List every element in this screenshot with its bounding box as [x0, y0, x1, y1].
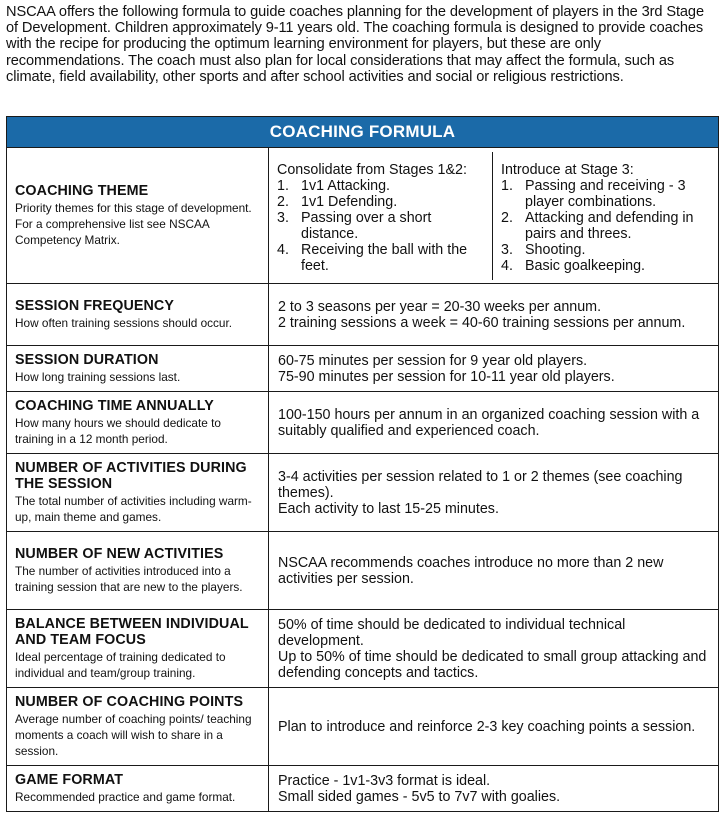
intro-paragraph: NSCAA offers the following formula to guide coaches planning for the development of players in the 3rd Stage of Development. Children approximately 9-11 years old. The coaching formula is designed to provide coaches with the recipe for producing the optimum learning environment for players, but these are only recommendations. The coach must also plan for local considerations that may affect the formula, such as climate, field availability, other sports and after school activities and social or religious restrictions.: [6, 4, 704, 85]
row-label: [7, 532, 269, 610]
table-row-number-of-activities: [7, 454, 719, 532]
list-item: [277, 194, 488, 210]
list-text: Attacking and defending in pairs and threes.: [525, 209, 694, 242]
list-text: Passing over a short distance.: [301, 209, 432, 242]
row-title: BALANCE BETWEEN INDIVIDUAL AND TEAM FOCUS: [15, 616, 249, 648]
row-content: [269, 532, 719, 610]
row-content: [269, 688, 719, 766]
content-line: Each activity to last 15-25 minutes.: [278, 500, 499, 517]
row-label: [7, 766, 269, 812]
content-line: 2 training sessions a week = 40-60 training sessions per annum.: [278, 314, 686, 331]
content-line: 50% of time should be dedicated to individual technical development.: [278, 616, 626, 649]
consolidate-list: [277, 178, 488, 274]
content-line: 60-75 minutes per session for 9 year old players.: [278, 352, 588, 369]
row-description: The total number of activities including warm-up, main theme and games.: [15, 494, 252, 524]
list-number: 3.: [277, 209, 289, 226]
row-description: How many hours we should dedicate to training in a 12 month period.: [15, 416, 221, 446]
row-title: COACHING THEME: [15, 183, 149, 199]
row-content: [269, 454, 719, 532]
row-description: Priority themes for this stage of development. For a comprehensive list see NSCAA Competency Matrix.: [15, 201, 252, 247]
row-label: [7, 392, 269, 454]
row-title: GAME FORMAT: [15, 772, 124, 788]
table-row-game-format: [7, 766, 719, 812]
row-title: NUMBER OF NEW ACTIVITIES: [15, 546, 224, 562]
content-line: 2 to 3 seasons per year = 20-30 weeks per annum.: [278, 298, 602, 315]
list-text: 1v1 Attacking.: [301, 177, 391, 194]
list-text: Shooting.: [525, 241, 586, 258]
list-number: 2.: [277, 193, 289, 210]
list-number: 2.: [501, 209, 513, 226]
table-row-coaching-time-annually: [7, 392, 719, 454]
introduce-column: [493, 152, 718, 280]
list-number: 4.: [501, 257, 513, 274]
content-line: 75-90 minutes per session for 10-11 year old players.: [278, 368, 615, 385]
row-content: [269, 284, 719, 346]
list-text: Receiving the ball with the feet.: [301, 241, 468, 274]
row-content: [269, 346, 719, 392]
list-item: [501, 258, 710, 274]
list-number: 1.: [501, 177, 513, 194]
row-description: Average number of coaching points/ teaching moments a coach will wish to share in a session.: [15, 712, 252, 758]
row-label: [7, 284, 269, 346]
row-description: How long training sessions last.: [15, 370, 181, 384]
row-content: [269, 148, 719, 284]
row-content: [269, 766, 719, 812]
content-line: Small sided games - 5v5 to 7v7 with goalies.: [278, 788, 561, 805]
list-text: 1v1 Defending.: [301, 193, 398, 210]
table-row-balance-individual-team: [7, 610, 719, 688]
row-label: [7, 688, 269, 766]
table-title: COACHING FORMULA: [7, 117, 719, 148]
row-description: Recommended practice and game format.: [15, 790, 236, 804]
row-title: NUMBER OF ACTIVITIES DURING THE SESSION: [15, 460, 247, 492]
row-title: COACHING TIME ANNUALLY: [15, 398, 214, 414]
row-description: How often training sessions should occur.: [15, 316, 233, 330]
table-row-session-duration: [7, 346, 719, 392]
row-description: The number of activities introduced into a training session that are new to the players.: [15, 564, 243, 594]
row-title: SESSION FREQUENCY: [15, 298, 174, 314]
table-row-coaching-theme: [7, 148, 719, 284]
list-number: 3.: [501, 241, 513, 258]
content-line: 100-150 hours per annum in an organized coaching session with a suitably qualified and experienced coach.: [278, 406, 700, 439]
row-content: [269, 610, 719, 688]
row-label: [7, 610, 269, 688]
list-item: [277, 178, 488, 194]
list-item: [501, 210, 710, 242]
list-text: Basic goalkeeping.: [525, 257, 646, 274]
table-row-number-of-new-activities: [7, 532, 719, 610]
row-label: [7, 148, 269, 284]
row-description: Ideal percentage of training dedicated to individual and team/group training.: [15, 650, 226, 680]
consolidate-heading: Consolidate from Stages 1&2:: [277, 161, 467, 178]
content-line: 3-4 activities per session related to 1 or 2 themes (see coaching themes).: [278, 468, 683, 501]
row-title: SESSION DURATION: [15, 352, 159, 368]
table-row-number-of-coaching-points: [7, 688, 719, 766]
row-label: [7, 346, 269, 392]
table-row-session-frequency: [7, 284, 719, 346]
row-title: NUMBER OF COACHING POINTS: [15, 694, 244, 710]
list-number: 1.: [277, 177, 289, 194]
content-line: Up to 50% of time should be dedicated to small group attacking and defending concepts and tactics.: [278, 648, 707, 681]
introduce-list: [501, 178, 710, 274]
consolidate-column: [269, 152, 493, 280]
row-label: [7, 454, 269, 532]
list-item: [277, 210, 488, 242]
content-line: NSCAA recommends coaches introduce no more than 2 new activities per session.: [278, 554, 664, 587]
list-item: [501, 242, 710, 258]
content-line: Plan to introduce and reinforce 2-3 key coaching points a session.: [278, 718, 696, 735]
list-number: 4.: [277, 241, 289, 258]
introduce-heading: Introduce at Stage 3:: [501, 161, 634, 178]
content-line: Practice - 1v1-3v3 format is ideal.: [278, 772, 491, 789]
list-text: Passing and receiving - 3 player combinations.: [525, 177, 686, 210]
table-header-row: [7, 117, 719, 148]
list-item: [277, 242, 488, 274]
coaching-formula-table: [6, 116, 719, 812]
list-item: [501, 178, 710, 210]
row-content: [269, 392, 719, 454]
